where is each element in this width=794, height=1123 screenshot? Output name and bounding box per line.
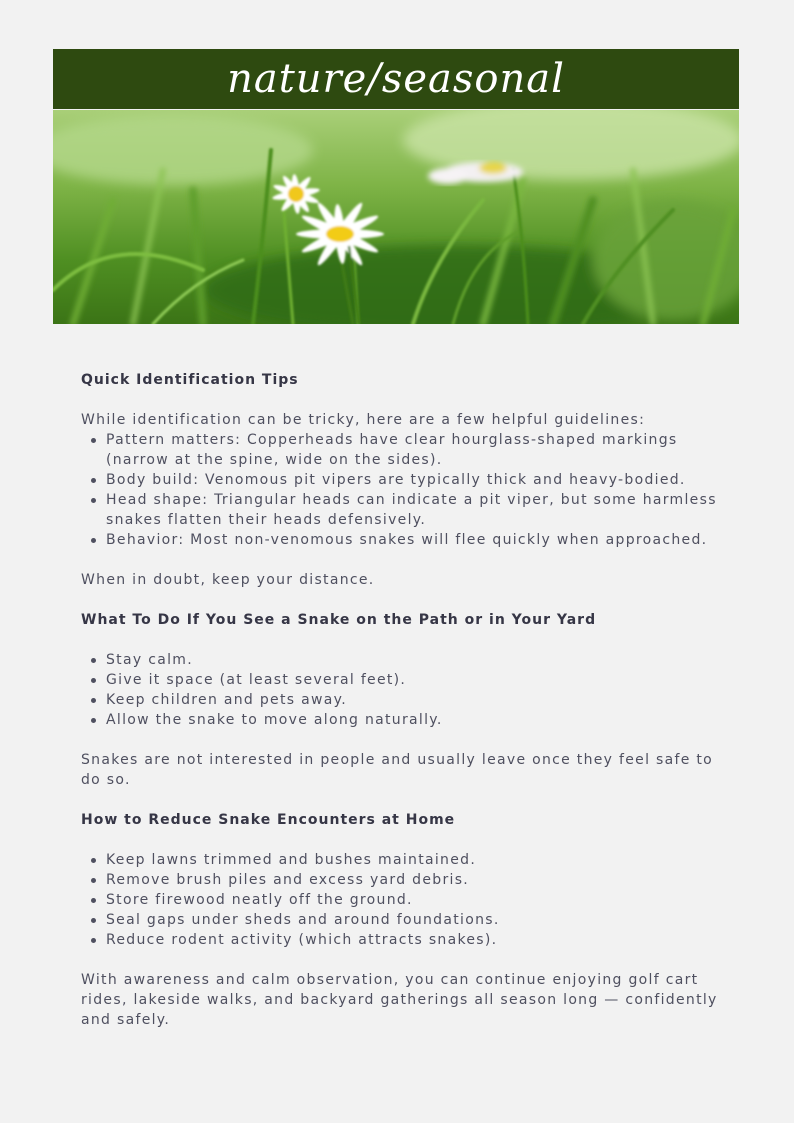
list-item: Pattern matters: Copperheads have clear hourglass-shaped markings (narrow at the spine, wide on the sides).	[106, 430, 726, 470]
list-item: Head shape: Triangular heads can indicate a pit viper, but some harmless snakes flatten their heads defensively.	[106, 490, 726, 530]
reduce-outro: With awareness and calm observation, you can continue enjoying golf cart rides, lakeside walks, and backyard gatherings all season long — confidently and safely.	[81, 972, 718, 1028]
list-item: Stay calm.	[106, 650, 726, 670]
list-item: Keep children and pets away.	[106, 690, 726, 710]
list-item: Give it space (at least several feet).	[106, 670, 726, 690]
list-item: Reduce rodent activity (which attracts snakes).	[106, 930, 726, 950]
daisy-meadow-photo	[53, 110, 739, 324]
what-to-do-outro: Snakes are not interested in people and usually leave once they feel safe to do so.	[81, 752, 714, 788]
banner-title: nature/seasonal	[227, 56, 565, 102]
tips-intro: While identification can be tricky, here are a few helpful guidelines:	[81, 412, 646, 428]
list-item: Store firewood neatly off the ground.	[106, 890, 726, 910]
list-item: Seal gaps under sheds and around foundations.	[106, 910, 726, 930]
section-heading-reduce: How to Reduce Snake Encounters at Home	[81, 812, 456, 828]
tips-list	[81, 430, 726, 550]
hero-image	[53, 110, 739, 324]
section-heading-tips: Quick Identification Tips	[81, 372, 299, 388]
list-item: Keep lawns trimmed and bushes maintained.	[106, 850, 726, 870]
tips-outro: When in doubt, keep your distance.	[81, 572, 375, 588]
section-heading-what-to-do: What To Do If You See a Snake on the Path or in Your Yard	[81, 612, 597, 628]
list-item: Body build: Venomous pit vipers are typically thick and heavy-bodied.	[106, 470, 726, 490]
list-item: Allow the snake to move along naturally.	[106, 710, 726, 730]
what-to-do-list	[81, 650, 726, 730]
section-banner	[53, 49, 739, 109]
list-item: Remove brush piles and excess yard debris.	[106, 870, 726, 890]
reduce-list	[81, 850, 726, 950]
article-body	[81, 370, 726, 1030]
list-item: Behavior: Most non-venomous snakes will flee quickly when approached.	[106, 530, 726, 550]
